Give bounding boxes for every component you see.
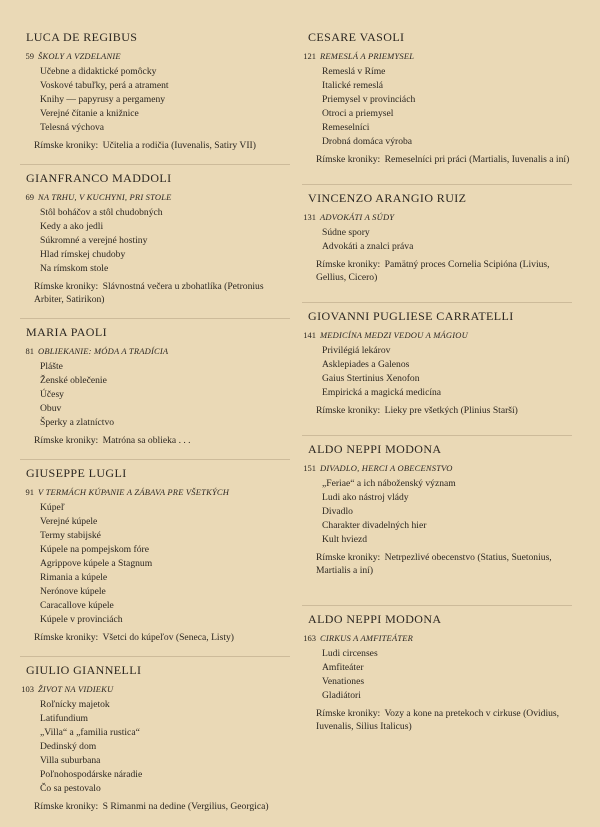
author-name: GIANFRANCO MADDOLI <box>26 171 172 185</box>
chapter-title: CIRKUS A AMFITEÁTER <box>320 633 414 643</box>
topic-item: Venationes <box>322 676 365 687</box>
topic-item: Voskové tabuľky, perá a atrament <box>40 80 169 91</box>
author-name: ALDO NEPPI MODONA <box>308 442 442 456</box>
topic-item: Hlad rímskej chudoby <box>40 249 126 260</box>
chapter-heading <box>20 346 290 356</box>
topic-item: Advokáti a znalci práva <box>322 241 414 252</box>
topic-list <box>322 344 572 400</box>
chapter-title: ADVOKÁTI A SÚDY <box>320 212 395 222</box>
topic-item: Kúpele na pompejskom fóre <box>40 544 149 555</box>
topic-item: Kedy a ako jedli <box>40 221 104 232</box>
page-number: 141 <box>303 330 316 340</box>
topic-item: Ludi ako nástroj vlády <box>322 492 409 503</box>
chapter-heading <box>20 487 290 497</box>
topic-item: Gladiátori <box>322 690 361 701</box>
page-number: 81 <box>25 346 34 356</box>
chapter-heading <box>302 330 572 340</box>
chapter-title: REMESLÁ A PRIEMYSEL <box>320 51 415 61</box>
author-name: CESARE VASOLI <box>308 30 405 44</box>
chapter-heading <box>20 51 290 61</box>
topic-item: Asklepiades a Galenos <box>322 359 410 370</box>
chronicle-text: Lieky pre všetkých (Plinius Starší) <box>384 405 518 416</box>
page-number: 121 <box>303 51 316 61</box>
topic-item: Čo sa pestovalo <box>40 783 101 794</box>
topic-list <box>322 477 572 547</box>
author-name: LUCA DE REGIBUS <box>26 30 138 44</box>
page-number: 131 <box>303 212 316 222</box>
chronicle-label: Rímske kroniky: <box>316 708 381 719</box>
chronicle-label: Rímske kroniky: <box>34 281 99 292</box>
topic-item: Italické remeslá <box>322 80 383 91</box>
chapter-section <box>302 605 572 733</box>
topic-item: Caracallove kúpele <box>40 600 114 611</box>
chapter-section <box>302 302 572 417</box>
chapter-section <box>20 656 290 813</box>
roman-chronicle <box>316 258 572 284</box>
chronicle-text: Vozy a kone na pretekoch v cirkuse (Ovidius, Iuvenalis, Silius Italicus) <box>316 708 560 732</box>
topic-item: Remeslá v Ríme <box>322 66 386 77</box>
topic-item: Roľnícky majetok <box>40 699 110 710</box>
topic-list <box>40 501 290 627</box>
chronicle-text: Matróna sa oblieka . . . <box>102 435 191 446</box>
chronicle-label: Rímske kroniky: <box>34 801 99 812</box>
topic-item: „Villa“ a „familia rustica“ <box>40 727 140 738</box>
chapter-section <box>302 435 572 577</box>
chronicle-label: Rímske kroniky: <box>34 632 99 643</box>
chapter-title: ŽIVOT NA VIDIEKU <box>38 684 114 694</box>
topic-item: Poľnohospodárske náradie <box>40 769 143 780</box>
roman-chronicle <box>34 631 290 644</box>
topic-item: Privilégiá lekárov <box>322 345 391 356</box>
chapter-section <box>302 30 572 166</box>
chronicle-text: Učitelia a rodičia (Iuvenalis, Satiry VII) <box>102 140 256 151</box>
chapter-section <box>302 184 572 284</box>
topic-item: Empirická a magická medicína <box>322 387 442 398</box>
chronicle-label: Rímske kroniky: <box>34 140 99 151</box>
topic-list <box>322 65 572 149</box>
topic-item: Verejné čítanie a knižnice <box>40 108 139 119</box>
topic-item: Drobná domáca výroba <box>322 136 413 147</box>
chapter-section <box>20 459 290 644</box>
page-number: 151 <box>303 463 316 473</box>
topic-item: Ludi circenses <box>322 648 378 659</box>
chapter-title: ŠKOLY A VZDELANIE <box>38 51 121 61</box>
topic-item: Súkromné a verejné hostiny <box>40 235 148 246</box>
chronicle-label: Rímske kroniky: <box>316 552 381 563</box>
roman-chronicle <box>316 153 572 166</box>
roman-chronicle <box>34 800 290 813</box>
topic-item: Amfiteáter <box>322 662 364 673</box>
author-name: MARIA PAOLI <box>26 325 107 339</box>
topic-item: Gaius Stertinius Xenofon <box>322 373 420 384</box>
chronicle-label: Rímske kroniky: <box>316 154 381 165</box>
topic-item: Telesná výchova <box>40 122 105 133</box>
topic-item: Stôl boháčov a stôl chudobných <box>40 207 163 218</box>
topic-item: Kúpele v provinciách <box>40 614 123 625</box>
topic-item: Latifundium <box>40 713 88 724</box>
author-name: VINCENZO ARANGIO RUIZ <box>308 191 467 205</box>
topic-item: Nerónove kúpele <box>40 586 106 597</box>
chapter-title: NA TRHU, V KUCHYNI, PRI STOLE <box>38 192 172 202</box>
chronicle-text: Slávnostná večera u zbohatlíka (Petronius Arbiter, Satirikon) <box>34 281 264 305</box>
chapter-title: DIVADLO, HERCI A OBECENSTVO <box>320 463 453 473</box>
page-number: 59 <box>25 51 34 61</box>
chapter-section <box>20 318 290 447</box>
topic-item: Charakter divadelných hier <box>322 520 427 531</box>
page-number: 69 <box>25 192 34 202</box>
topic-item: Kult hviezd <box>322 534 368 545</box>
topic-item: Učebne a didaktické pomôcky <box>40 66 157 77</box>
page-number: 91 <box>25 487 34 497</box>
author-name: GIOVANNI PUGLIESE CARRATELLI <box>308 309 514 323</box>
topic-item: Kúpeľ <box>40 502 65 513</box>
chapter-section <box>20 164 290 306</box>
author-name: ALDO NEPPI MODONA <box>308 612 442 626</box>
topic-item: Priemysel v provinciách <box>322 94 416 105</box>
left-column <box>20 30 290 825</box>
topic-item: Plášte <box>40 361 63 372</box>
chronicle-text: Pamätný proces Cornelia Scipióna (Livius, Gellius, Cicero) <box>316 259 550 283</box>
topic-item: Ženské oblečenie <box>40 375 107 386</box>
chapter-title: OBLIEKANIE: MÓDA A TRADÍCIA <box>38 346 169 356</box>
chronicle-label: Rímske kroniky: <box>316 405 381 416</box>
topic-item: Obuv <box>40 403 62 414</box>
chapter-heading <box>302 633 572 643</box>
roman-chronicle <box>316 551 572 577</box>
topic-list <box>40 65 290 135</box>
right-column <box>302 30 572 745</box>
roman-chronicle <box>34 434 290 447</box>
page-number: 103 <box>21 684 34 694</box>
topic-item: Remeselníci <box>322 122 370 133</box>
topic-list <box>322 226 572 254</box>
topic-item: Rimania a kúpele <box>40 572 108 583</box>
topic-item: Divadlo <box>322 506 353 517</box>
chronicle-text: S Rimanmi na dedine (Vergilius, Georgica) <box>102 801 269 812</box>
chronicle-text: Remeselníci pri práci (Martialis, Iuvenalis a iní) <box>384 154 570 165</box>
topic-item: Verejné kúpele <box>40 516 98 527</box>
topic-item: „Feriae“ a ich náboženský význam <box>322 478 456 489</box>
chapter-heading <box>20 192 290 202</box>
chapter-heading <box>302 212 572 222</box>
topic-item: Villa suburbana <box>40 755 101 766</box>
topic-item: Účesy <box>40 389 64 400</box>
author-name: GIULIO GIANNELLI <box>26 663 142 677</box>
chronicle-label: Rímske kroniky: <box>34 435 99 446</box>
roman-chronicle <box>316 707 572 733</box>
topic-item: Dedinský dom <box>40 741 97 752</box>
roman-chronicle <box>316 404 572 417</box>
topic-list <box>40 360 290 430</box>
page-number: 163 <box>303 633 316 643</box>
chapter-title: V TERMÁCH KÚPANIE A ZÁBAVA PRE VŠETKÝCH <box>38 487 230 497</box>
chronicle-label: Rímske kroniky: <box>316 259 381 270</box>
topic-list <box>40 206 290 276</box>
roman-chronicle <box>34 280 290 306</box>
chapter-heading <box>302 51 572 61</box>
topic-item: Súdne spory <box>322 227 370 238</box>
topic-item: Na rímskom stole <box>40 263 109 274</box>
roman-chronicle <box>34 139 290 152</box>
chapter-section <box>20 30 290 152</box>
topic-item: Šperky a zlatníctvo <box>40 417 115 428</box>
topic-list <box>322 647 572 703</box>
topic-list <box>40 698 290 796</box>
chapter-heading <box>20 684 290 694</box>
topic-item: Knihy — papyrusy a pergameny <box>40 94 166 105</box>
chapter-heading <box>302 463 572 473</box>
chronicle-text: Všetci do kúpeľov (Seneca, Listy) <box>102 632 234 643</box>
chronicle-text: Netrpezlivé obecenstvo (Statius, Suetonius, Martialis a iní) <box>316 552 552 576</box>
topic-item: Termy stabijské <box>40 530 101 541</box>
author-name: GIUSEPPE LUGLI <box>26 466 127 480</box>
topic-item: Otroci a priemysel <box>322 108 394 119</box>
chapter-title: MEDICÍNA MEDZI VEDOU A MÁGIOU <box>320 330 468 340</box>
topic-item: Agrippove kúpele a Stagnum <box>40 558 153 569</box>
